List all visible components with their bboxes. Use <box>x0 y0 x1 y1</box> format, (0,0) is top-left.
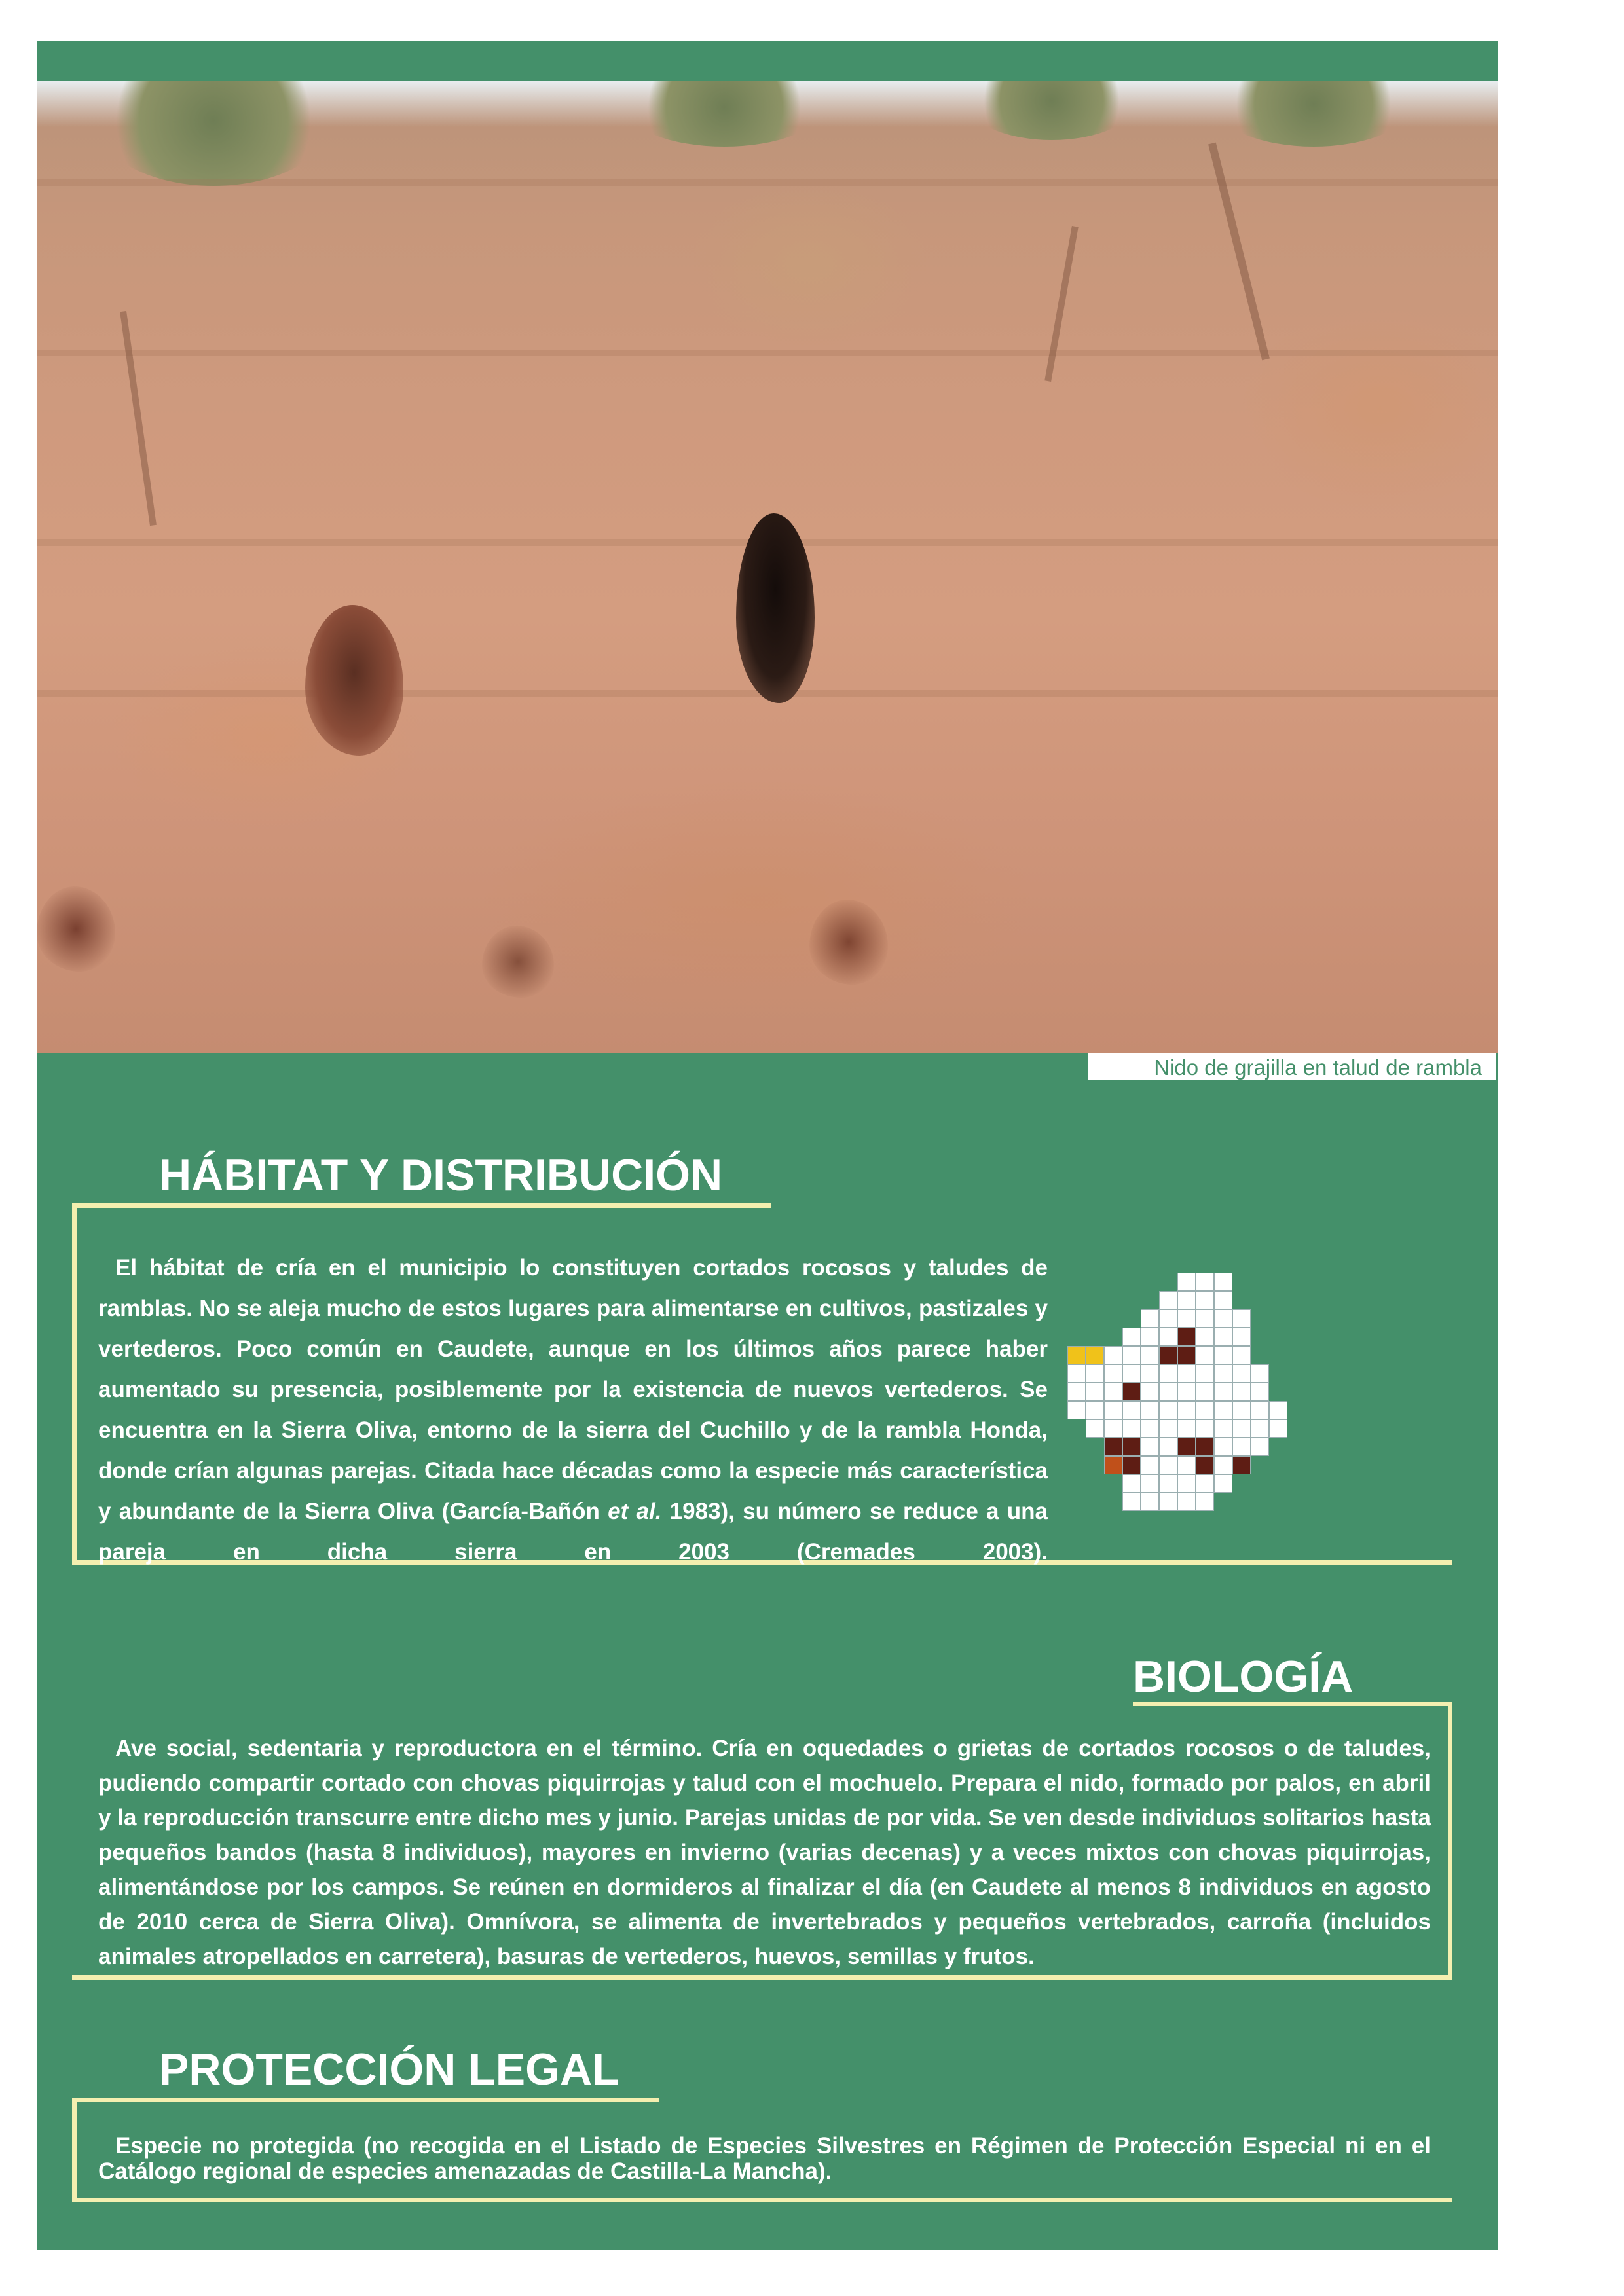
map-cell <box>1159 1309 1177 1328</box>
map-cell <box>1122 1456 1141 1474</box>
map-cell <box>1141 1401 1159 1419</box>
map-cell <box>1196 1383 1214 1401</box>
map-cell <box>1177 1456 1196 1474</box>
biologia-frame-right <box>1448 1702 1452 1980</box>
map-cell <box>1269 1419 1287 1438</box>
cavity <box>305 605 403 756</box>
map-cell <box>1232 1328 1251 1346</box>
map-cell <box>1122 1364 1141 1383</box>
map-cell <box>1159 1328 1177 1346</box>
map-cell <box>1104 1456 1122 1474</box>
map-cell <box>1196 1474 1214 1493</box>
cavity <box>37 886 115 972</box>
map-cell <box>1251 1364 1269 1383</box>
distribution-grid-map <box>1067 1273 1460 1548</box>
map-cell <box>1196 1493 1214 1511</box>
map-cell <box>1196 1346 1214 1364</box>
habitat-heading: HÁBITAT Y DISTRIBUCIÓN <box>159 1150 723 1200</box>
map-cell <box>1214 1328 1232 1346</box>
habitat-text <box>98 1248 1048 1573</box>
map-cell <box>1177 1291 1196 1309</box>
vegetation <box>1215 81 1412 147</box>
map-cell <box>1122 1383 1141 1401</box>
map-cell <box>1232 1456 1251 1474</box>
map-cell <box>1141 1364 1159 1383</box>
map-cell <box>1104 1364 1122 1383</box>
biologia-text-main: Ave social, sedentaria y reproductora en el término. Cría en oquedades o grietas de cortados rocosos o de taludes, pudiendo compartir cortado con chovas piquirrojas y talud con el mochuelo. Prepara el nido, formado por palos, en abril y la reproducción transcurre entre dicho mes y junio. Parejas unidas de por vida. Se ven desde individuos solitarios hasta pequeños bandos (hasta 8 individuos), mayores en invierno (varias decenas) y a veces mixtos con chovas piquirrojas, alimentándose por los campos. Se reúnen en dormideros al finalizar el día (en Caudete al menos 8 individuos en agosto de 2010 cerca de Sierra Oliva). Omnívora, se alimenta de invertebrados y pequeños vertebrados, carroña (incluidos animales atropellados en carretera), basuras de vertederos, huevos, semillas y frutos. <box>98 1736 1431 1969</box>
map-cell <box>1196 1438 1214 1456</box>
cavity <box>482 926 554 998</box>
map-cell <box>1214 1456 1232 1474</box>
biologia-frame-top <box>1133 1702 1452 1706</box>
map-cell <box>1196 1291 1214 1309</box>
rock-crack <box>1208 143 1270 361</box>
habitat-frame-left <box>72 1203 77 1565</box>
map-cell <box>1141 1493 1159 1511</box>
map-cell <box>1141 1309 1159 1328</box>
map-cell <box>1159 1438 1177 1456</box>
map-cell <box>1122 1419 1141 1438</box>
map-cell <box>1232 1309 1251 1328</box>
map-cell <box>1159 1364 1177 1383</box>
map-cell <box>1214 1291 1232 1309</box>
nest-photo <box>37 81 1498 1053</box>
map-cell <box>1086 1364 1104 1383</box>
biologia-frame-bottom <box>72 1975 1452 1980</box>
map-cell <box>1104 1401 1122 1419</box>
map-cell <box>1214 1401 1232 1419</box>
map-cell <box>1177 1383 1196 1401</box>
map-cell <box>1251 1401 1269 1419</box>
map-cell <box>1159 1456 1177 1474</box>
map-cell <box>1177 1419 1196 1438</box>
map-cell <box>1086 1383 1104 1401</box>
map-cell <box>1141 1328 1159 1346</box>
map-cell <box>1159 1493 1177 1511</box>
map-cell <box>1159 1346 1177 1364</box>
rock-crack <box>1044 226 1079 382</box>
map-cell <box>1104 1383 1122 1401</box>
map-cell <box>1196 1364 1214 1383</box>
map-cell <box>1141 1419 1159 1438</box>
biologia-heading: BIOLOGÍA <box>1133 1652 1354 1702</box>
map-cell <box>1067 1346 1086 1364</box>
map-cell <box>1251 1438 1269 1456</box>
map-cell <box>1067 1364 1086 1383</box>
map-cell <box>1159 1383 1177 1401</box>
map-cell <box>1067 1383 1086 1401</box>
vegetation <box>626 81 822 147</box>
map-cell <box>1177 1401 1196 1419</box>
map-cell <box>1104 1346 1122 1364</box>
map-cell <box>1214 1474 1232 1493</box>
map-cell <box>1232 1346 1251 1364</box>
biologia-text <box>98 1731 1431 1974</box>
map-cell <box>1159 1401 1177 1419</box>
map-cell <box>1214 1383 1232 1401</box>
map-cell <box>1141 1456 1159 1474</box>
map-cell <box>1122 1438 1141 1456</box>
vegetation <box>967 81 1137 140</box>
proteccion-frame-top <box>72 2098 659 2102</box>
map-cell <box>1086 1346 1104 1364</box>
map-cell <box>1196 1419 1214 1438</box>
cavity <box>809 900 888 985</box>
map-cell <box>1232 1364 1251 1383</box>
map-cell <box>1104 1438 1122 1456</box>
map-cell <box>1159 1419 1177 1438</box>
rock-layer <box>37 350 1498 356</box>
vegetation <box>96 81 331 186</box>
map-cell <box>1214 1273 1232 1291</box>
map-cell <box>1177 1346 1196 1364</box>
rock-layer <box>37 179 1498 186</box>
map-cell <box>1141 1438 1159 1456</box>
proteccion-text <box>98 2133 1431 2184</box>
map-cell <box>1141 1474 1159 1493</box>
habitat-text-end: 1983), su número se reduce a una pareja en dicha sierra en 2003 (Cremades 2003). <box>98 1499 1048 1565</box>
map-cell <box>1214 1346 1232 1364</box>
proteccion-frame-left <box>72 2098 77 2202</box>
map-cell <box>1196 1328 1214 1346</box>
map-cell <box>1141 1383 1159 1401</box>
map-cell <box>1214 1364 1232 1383</box>
map-cell <box>1104 1419 1122 1438</box>
map-cell <box>1177 1438 1196 1456</box>
proteccion-frame-bottom <box>72 2198 1452 2202</box>
map-cell <box>1196 1401 1214 1419</box>
caption-box <box>1088 1053 1496 1080</box>
map-cell <box>1141 1346 1159 1364</box>
map-cell <box>1269 1401 1287 1419</box>
map-cell <box>1177 1493 1196 1511</box>
map-cell <box>1232 1419 1251 1438</box>
map-cell <box>1122 1474 1141 1493</box>
map-cell <box>1196 1309 1214 1328</box>
habitat-frame <box>72 1203 771 1208</box>
map-cell <box>1232 1383 1251 1401</box>
map-cell <box>1159 1474 1177 1493</box>
photo-caption: Nido de grajilla en talud de rambla <box>1154 1055 1482 1080</box>
map-cell <box>1122 1493 1141 1511</box>
map-cell <box>1196 1273 1214 1291</box>
map-cell <box>1177 1309 1196 1328</box>
map-cell <box>1177 1364 1196 1383</box>
map-cell <box>1232 1401 1251 1419</box>
rock-crack <box>120 311 157 526</box>
habitat-text-italic: et al. <box>608 1499 662 1524</box>
map-cell <box>1177 1273 1196 1291</box>
proteccion-heading: PROTECCIÓN LEGAL <box>159 2045 619 2094</box>
proteccion-text-main: Especie no protegida (no recogida en el Listado de Especies Silvestres en Régimen de Protección Especial ni en el Catálogo regional de especies amenazadas de Castilla-La Mancha). <box>98 2133 1431 2184</box>
map-cell <box>1067 1401 1086 1419</box>
map-cell <box>1232 1438 1251 1456</box>
map-cell <box>1086 1401 1104 1419</box>
map-cell <box>1159 1291 1177 1309</box>
map-cell <box>1196 1456 1214 1474</box>
habitat-text-main: El hábitat de cría en el municipio lo constituyen cortados rocosos y taludes de ramblas. No se aleja mucho de estos lugares para alimentarse en cultivos, pastizales y vertederos. Poco común en Caudete, aunque en los últimos años parece haber aumentado su presencia, posiblemente por la existencia de nuevos vertederos. Se encuentra en la Sierra Oliva, entorno de la sierra del Cuchillo y de la rambla Honda, donde crían algunas parejas. Citada hace décadas como la especie más característica y abundante de la Sierra Oliva (García-Bañón <box>98 1255 1048 1524</box>
map-cell <box>1086 1419 1104 1438</box>
map-cell <box>1122 1328 1141 1346</box>
map-cell <box>1122 1346 1141 1364</box>
map-cell <box>1177 1474 1196 1493</box>
map-cell <box>1251 1419 1269 1438</box>
map-cell <box>1251 1383 1269 1401</box>
map-cell <box>1214 1309 1232 1328</box>
map-cell <box>1214 1438 1232 1456</box>
map-cell <box>1214 1419 1232 1438</box>
map-cell <box>1122 1401 1141 1419</box>
map-cell <box>1177 1328 1196 1346</box>
